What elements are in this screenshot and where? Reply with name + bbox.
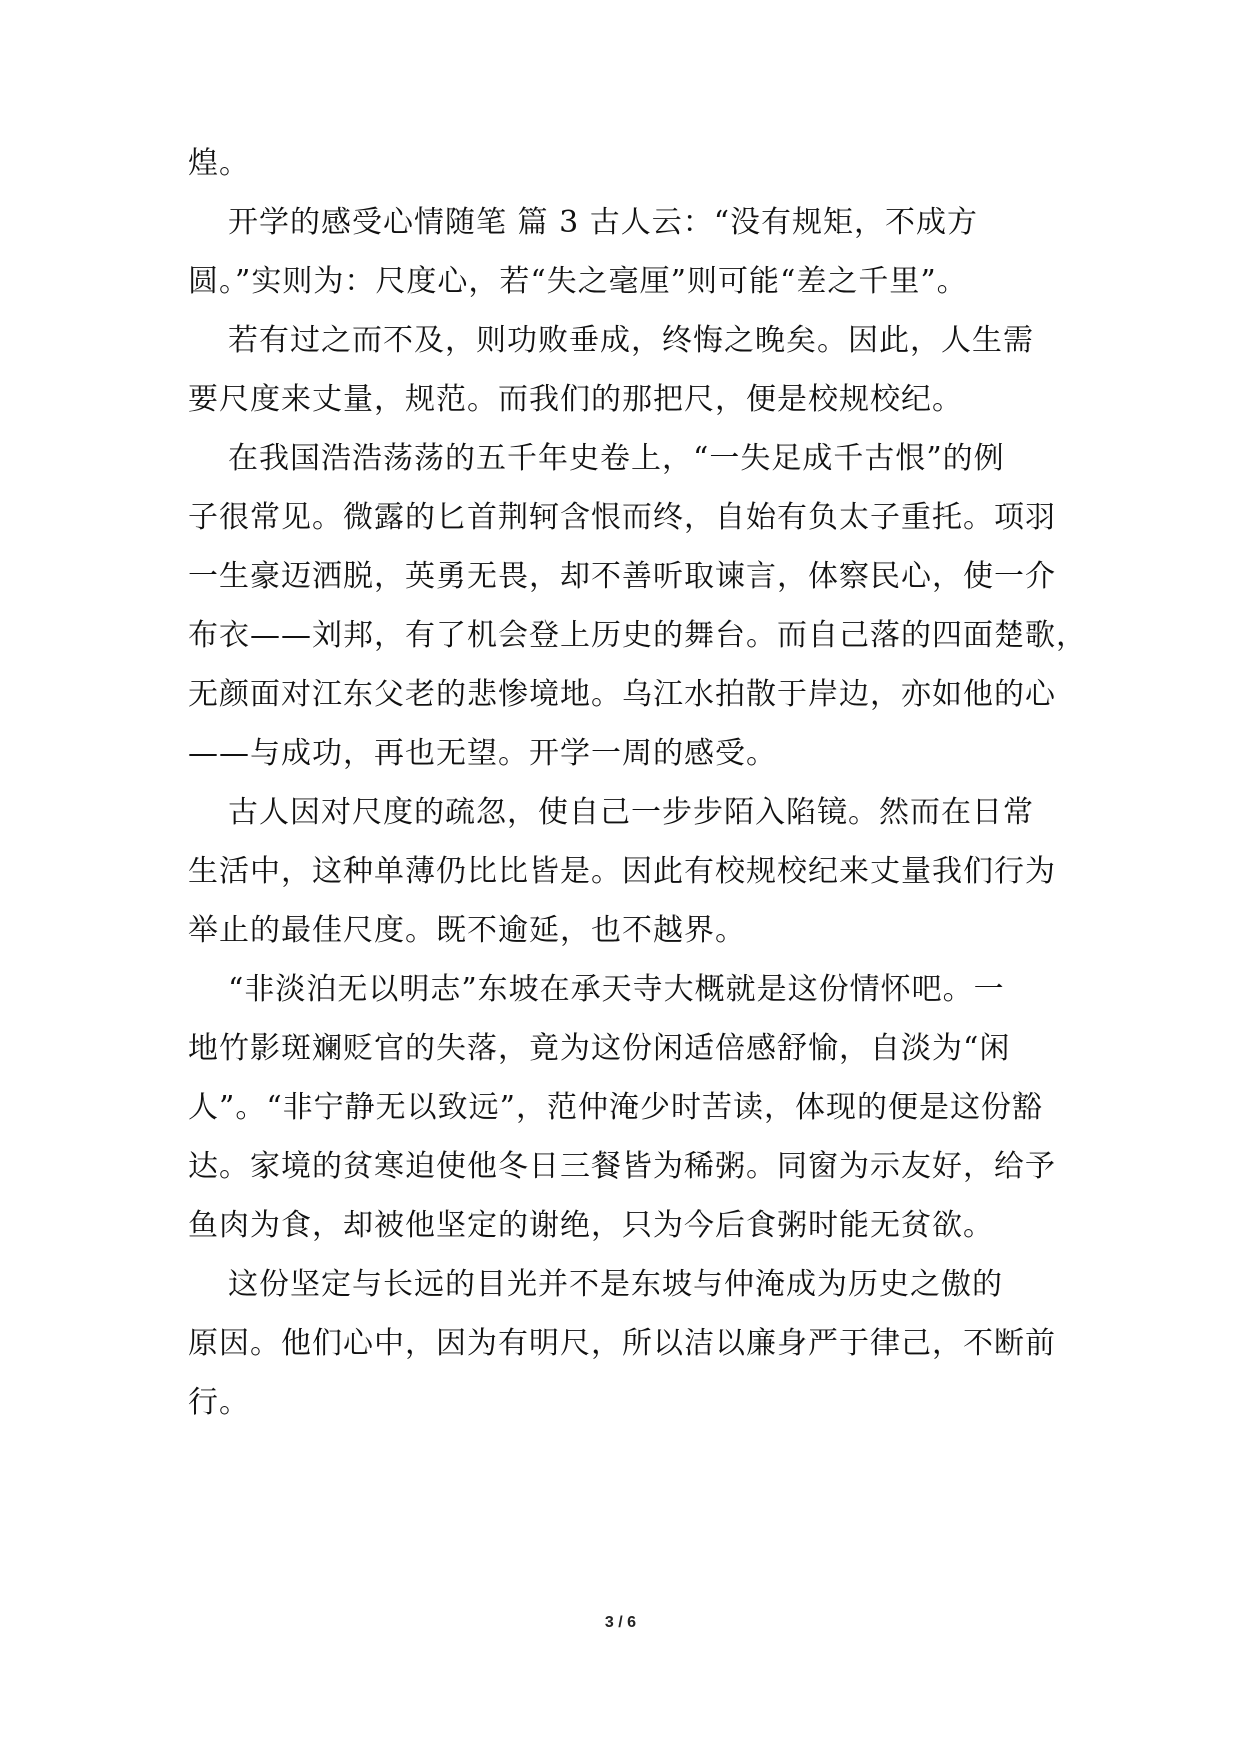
text-line: 子很常见。微露的匕首荆轲含恨而终，自始有负太子重托。项羽: [188, 500, 1056, 535]
text-line: 人”。“非宁静无以致远”，范仲淹少时苦读，体现的便是这份豁: [188, 1090, 1044, 1125]
text-line: 在我国浩浩荡荡的五千年史卷上，“一失足成千古恨”的例: [228, 441, 1005, 476]
text-line: 圆。”实则为：尺度心，若“失之毫厘”则可能“差之千里”。: [188, 264, 968, 299]
text-line: “非淡泊无以明志”东坡在承天寺大概就是这份情怀吧。一: [228, 972, 1005, 1007]
page-number: 3 / 6: [604, 1614, 637, 1631]
text-line: 煌。: [188, 146, 250, 181]
text-line: 举止的最佳尺度。既不逾延，也不越界。: [188, 913, 746, 948]
text-line: 无颜面对江东父老的悲惨境地。乌江水拍散于岸边，亦如他的心: [188, 677, 1056, 712]
text-line: ——与成功，再也无望。开学一周的感受。: [188, 736, 777, 771]
text-line: 地竹影斑斓贬官的失落，竟为这份闲适倍感舒愉，自淡为“闲: [188, 1031, 1011, 1066]
text-line: 古人因对尺度的疏忽，使自己一步步陌入陷镜。然而在日常: [228, 795, 1034, 830]
text-line: 要尺度来丈量，规范。而我们的那把尺，便是校规校纪。: [188, 382, 963, 417]
text-line: 鱼肉为食，却被他坚定的谢绝，只为今后食粥时能无贫欲。: [188, 1208, 994, 1243]
text-line: 达。家境的贫寒迫使他冬日三餐皆为稀粥。同窗为示友好，给予: [188, 1149, 1056, 1184]
text-line: 原因。他们心中，因为有明尺，所以洁以廉身严于律己，不断前: [188, 1326, 1056, 1361]
text-line: 行。: [188, 1385, 250, 1420]
text-line: 一生豪迈洒脱，英勇无畏，却不善听取谏言，体察民心，使一介: [188, 559, 1056, 594]
text-line: 生活中，这种单薄仍比比皆是。因此有校规校纪来丈量我们行为: [188, 854, 1056, 889]
text-line: 若有过之而不及，则功败垂成，终悔之晚矣。因此，人生需: [228, 323, 1034, 358]
text-line: 布衣——刘邦，有了机会登上历史的舞台。而自己落的四面楚歌，: [188, 618, 1087, 653]
text-line: 开学的感受心情随笔 篇 3 古人云：“没有规矩，不成方: [228, 205, 979, 240]
text-line: 这份坚定与长远的目光并不是东坡与仲淹成为历史之傲的: [228, 1267, 1003, 1302]
